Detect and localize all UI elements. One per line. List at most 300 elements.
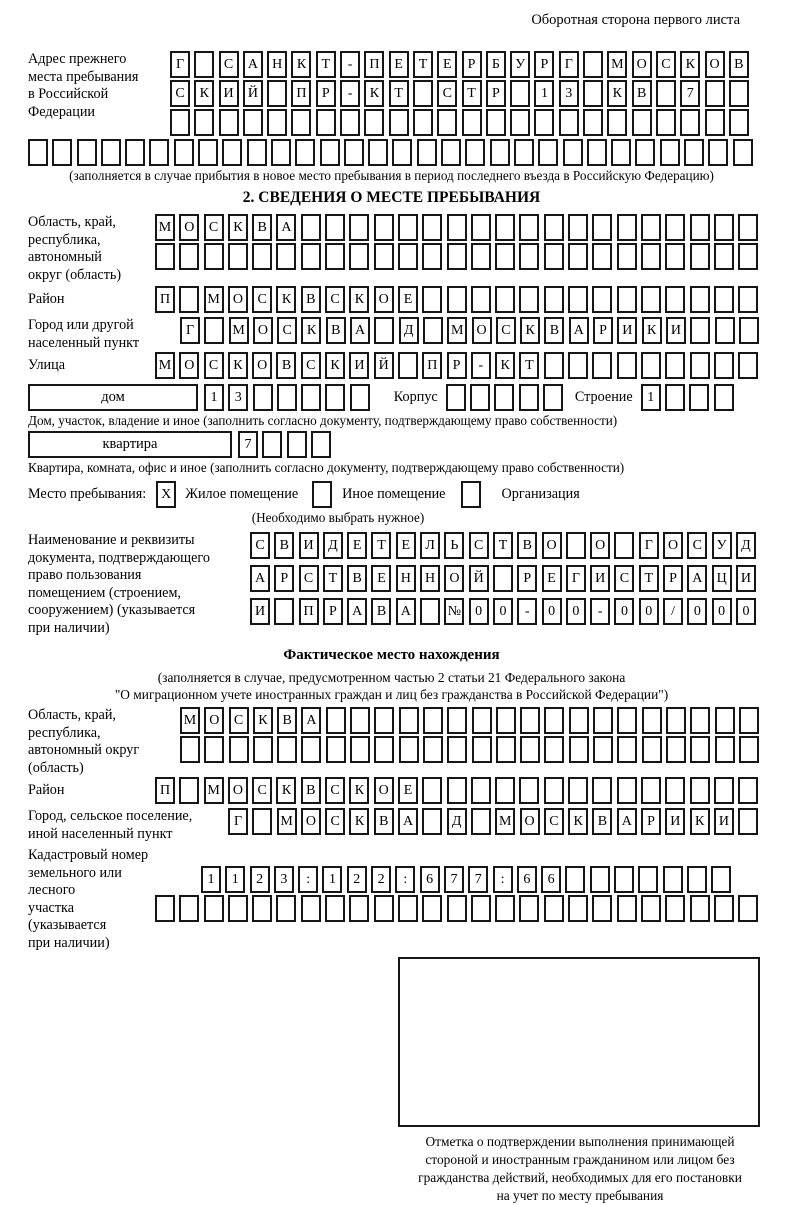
char-cell[interactable]: К — [520, 317, 540, 344]
char-cell[interactable]: П — [299, 598, 319, 625]
char-cell[interactable]: Т — [493, 532, 513, 559]
char-cell[interactable] — [340, 109, 360, 136]
char-cell[interactable] — [738, 286, 758, 313]
char-cell[interactable] — [496, 707, 516, 734]
char-cell[interactable] — [611, 139, 631, 166]
char-cell[interactable] — [316, 109, 336, 136]
char-cell[interactable] — [423, 736, 443, 763]
char-cell[interactable]: 1 — [201, 866, 221, 893]
char-cell[interactable]: М — [204, 286, 224, 313]
char-cell[interactable] — [559, 109, 579, 136]
char-cell[interactable]: И — [590, 565, 610, 592]
char-cell[interactable] — [738, 352, 758, 379]
char-cell[interactable]: О — [444, 565, 464, 592]
char-cell[interactable]: У — [510, 51, 530, 78]
char-cell[interactable]: 3 — [228, 384, 248, 411]
char-cell[interactable]: 7 — [238, 431, 258, 458]
char-cell[interactable]: Г — [566, 565, 586, 592]
char-cell[interactable] — [514, 139, 534, 166]
char-cell[interactable] — [253, 384, 273, 411]
char-cell[interactable]: Б — [486, 51, 506, 78]
char-cell[interactable]: С — [656, 51, 676, 78]
char-cell[interactable]: 1 — [204, 384, 224, 411]
char-cell[interactable]: : — [493, 866, 513, 893]
char-cell[interactable] — [228, 895, 248, 922]
char-cell[interactable]: К — [349, 808, 369, 835]
char-cell[interactable] — [204, 243, 224, 270]
char-cell[interactable]: А — [396, 598, 416, 625]
char-cell[interactable] — [364, 109, 384, 136]
char-cell[interactable]: И — [299, 532, 319, 559]
char-cell[interactable] — [614, 532, 634, 559]
char-cell[interactable]: Г — [559, 51, 579, 78]
char-cell[interactable] — [446, 384, 466, 411]
char-cell[interactable]: К — [301, 317, 321, 344]
char-cell[interactable] — [568, 243, 588, 270]
char-cell[interactable]: 0 — [542, 598, 562, 625]
char-cell[interactable] — [179, 777, 199, 804]
char-cell[interactable] — [715, 707, 735, 734]
inoe-checkbox[interactable] — [312, 481, 332, 508]
char-cell[interactable]: 2 — [250, 866, 270, 893]
char-cell[interactable] — [690, 352, 710, 379]
char-cell[interactable] — [495, 777, 515, 804]
char-cell[interactable] — [170, 109, 190, 136]
char-cell[interactable] — [204, 736, 224, 763]
char-cell[interactable] — [350, 736, 370, 763]
char-cell[interactable] — [593, 707, 613, 734]
char-cell[interactable]: В — [274, 532, 294, 559]
char-cell[interactable] — [243, 109, 263, 136]
char-cell[interactable] — [447, 736, 467, 763]
char-cell[interactable]: Р — [534, 51, 554, 78]
char-cell[interactable]: Т — [316, 51, 336, 78]
char-cell[interactable]: К — [276, 777, 296, 804]
char-cell[interactable]: О — [520, 808, 540, 835]
char-cell[interactable]: Т — [462, 80, 482, 107]
char-cell[interactable] — [495, 243, 515, 270]
char-cell[interactable] — [729, 109, 749, 136]
char-cell[interactable] — [447, 895, 467, 922]
char-cell[interactable] — [179, 895, 199, 922]
char-cell[interactable] — [714, 895, 734, 922]
char-cell[interactable] — [520, 707, 540, 734]
char-cell[interactable] — [632, 109, 652, 136]
char-cell[interactable]: Е — [398, 286, 418, 313]
char-cell[interactable]: И — [714, 808, 734, 835]
char-cell[interactable] — [544, 707, 564, 734]
char-cell[interactable] — [471, 286, 491, 313]
char-cell[interactable]: Д — [447, 808, 467, 835]
char-cell[interactable]: К — [568, 808, 588, 835]
char-cell[interactable] — [544, 895, 564, 922]
char-cell[interactable] — [617, 895, 637, 922]
char-cell[interactable] — [715, 736, 735, 763]
char-cell[interactable] — [295, 139, 315, 166]
char-cell[interactable]: - — [340, 51, 360, 78]
char-cell[interactable]: А — [687, 565, 707, 592]
char-cell[interactable] — [642, 736, 662, 763]
char-cell[interactable]: Т — [371, 532, 391, 559]
char-cell[interactable]: Е — [542, 565, 562, 592]
char-cell[interactable] — [447, 777, 467, 804]
char-cell[interactable]: О — [705, 51, 725, 78]
char-cell[interactable] — [592, 777, 612, 804]
char-cell[interactable]: А — [250, 565, 270, 592]
char-cell[interactable]: Р — [274, 565, 294, 592]
char-cell[interactable]: И — [736, 565, 756, 592]
char-cell[interactable]: Д — [736, 532, 756, 559]
char-cell[interactable]: К — [325, 352, 345, 379]
char-cell[interactable]: В — [276, 352, 296, 379]
char-cell[interactable] — [447, 243, 467, 270]
char-cell[interactable] — [423, 707, 443, 734]
char-cell[interactable] — [711, 866, 731, 893]
char-cell[interactable] — [470, 384, 490, 411]
char-cell[interactable] — [325, 243, 345, 270]
char-cell[interactable] — [665, 243, 685, 270]
char-cell[interactable]: Н — [420, 565, 440, 592]
char-cell[interactable] — [583, 109, 603, 136]
char-cell[interactable]: П — [155, 286, 175, 313]
char-cell[interactable] — [739, 317, 759, 344]
org-checkbox[interactable] — [461, 481, 481, 508]
char-cell[interactable]: Т — [639, 565, 659, 592]
char-cell[interactable]: - — [340, 80, 360, 107]
char-cell[interactable] — [592, 352, 612, 379]
char-cell[interactable] — [656, 80, 676, 107]
zhiloe-checkbox[interactable]: X — [156, 481, 176, 508]
char-cell[interactable]: - — [590, 598, 610, 625]
char-cell[interactable]: Е — [398, 777, 418, 804]
char-cell[interactable]: 6 — [541, 866, 561, 893]
char-cell[interactable]: В — [371, 598, 391, 625]
char-cell[interactable] — [690, 286, 710, 313]
char-cell[interactable] — [301, 895, 321, 922]
char-cell[interactable] — [125, 139, 145, 166]
char-cell[interactable]: С — [325, 777, 345, 804]
char-cell[interactable] — [447, 286, 467, 313]
char-cell[interactable]: 0 — [712, 598, 732, 625]
char-cell[interactable] — [194, 109, 214, 136]
char-cell[interactable] — [155, 243, 175, 270]
char-cell[interactable] — [543, 384, 563, 411]
char-cell[interactable] — [660, 139, 680, 166]
char-cell[interactable]: В — [252, 214, 272, 241]
char-cell[interactable] — [641, 243, 661, 270]
char-cell[interactable] — [714, 214, 734, 241]
char-cell[interactable]: М — [155, 214, 175, 241]
char-cell[interactable]: П — [291, 80, 311, 107]
char-cell[interactable] — [326, 736, 346, 763]
char-cell[interactable] — [569, 707, 589, 734]
char-cell[interactable]: У — [712, 532, 732, 559]
char-cell[interactable]: О — [228, 777, 248, 804]
char-cell[interactable] — [519, 243, 539, 270]
char-cell[interactable] — [714, 286, 734, 313]
char-cell[interactable] — [635, 139, 655, 166]
char-cell[interactable]: А — [276, 214, 296, 241]
char-cell[interactable] — [77, 139, 97, 166]
char-cell[interactable] — [684, 139, 704, 166]
char-cell[interactable] — [690, 214, 710, 241]
char-cell[interactable] — [350, 384, 370, 411]
char-cell[interactable]: В — [277, 707, 297, 734]
char-cell[interactable] — [738, 808, 758, 835]
char-cell[interactable] — [708, 139, 728, 166]
char-cell[interactable] — [538, 139, 558, 166]
char-cell[interactable]: О — [228, 286, 248, 313]
char-cell[interactable]: С — [204, 214, 224, 241]
char-cell[interactable] — [738, 895, 758, 922]
char-cell[interactable] — [496, 736, 516, 763]
char-cell[interactable] — [441, 139, 461, 166]
char-cell[interactable]: 1 — [322, 866, 342, 893]
char-cell[interactable]: Т — [323, 565, 343, 592]
char-cell[interactable] — [229, 736, 249, 763]
char-cell[interactable] — [472, 736, 492, 763]
char-cell[interactable] — [656, 109, 676, 136]
char-cell[interactable] — [374, 707, 394, 734]
char-cell[interactable] — [592, 286, 612, 313]
char-cell[interactable]: П — [364, 51, 384, 78]
char-cell[interactable]: О — [179, 352, 199, 379]
char-cell[interactable]: О — [374, 777, 394, 804]
char-cell[interactable] — [714, 777, 734, 804]
char-cell[interactable]: И — [250, 598, 270, 625]
char-cell[interactable]: 7 — [468, 866, 488, 893]
char-cell[interactable] — [641, 352, 661, 379]
char-cell[interactable] — [271, 139, 291, 166]
char-cell[interactable]: Г — [228, 808, 248, 835]
char-cell[interactable] — [568, 286, 588, 313]
char-cell[interactable]: К — [364, 80, 384, 107]
char-cell[interactable] — [417, 139, 437, 166]
char-cell[interactable] — [714, 243, 734, 270]
char-cell[interactable] — [519, 384, 539, 411]
char-cell[interactable]: С — [229, 707, 249, 734]
char-cell[interactable]: - — [471, 352, 491, 379]
char-cell[interactable] — [714, 384, 734, 411]
char-cell[interactable] — [641, 777, 661, 804]
char-cell[interactable]: И — [349, 352, 369, 379]
char-cell[interactable] — [291, 109, 311, 136]
char-cell[interactable] — [349, 895, 369, 922]
char-cell[interactable]: 1 — [641, 384, 661, 411]
char-cell[interactable] — [565, 866, 585, 893]
char-cell[interactable] — [374, 317, 394, 344]
char-cell[interactable] — [422, 286, 442, 313]
char-cell[interactable] — [690, 707, 710, 734]
char-cell[interactable]: О — [179, 214, 199, 241]
char-cell[interactable]: К — [690, 808, 710, 835]
char-cell[interactable]: / — [663, 598, 683, 625]
char-cell[interactable]: 2 — [347, 866, 367, 893]
char-cell[interactable]: Е — [389, 51, 409, 78]
char-cell[interactable] — [252, 808, 272, 835]
char-cell[interactable]: Г — [639, 532, 659, 559]
char-cell[interactable] — [447, 707, 467, 734]
char-cell[interactable]: С — [219, 51, 239, 78]
char-cell[interactable] — [520, 736, 540, 763]
char-cell[interactable] — [389, 109, 409, 136]
char-cell[interactable] — [399, 736, 419, 763]
char-cell[interactable]: К — [495, 352, 515, 379]
char-cell[interactable] — [733, 139, 753, 166]
char-cell[interactable] — [252, 243, 272, 270]
char-cell[interactable]: В — [326, 317, 346, 344]
char-cell[interactable] — [398, 243, 418, 270]
char-cell[interactable]: О — [253, 317, 273, 344]
char-cell[interactable] — [320, 139, 340, 166]
char-cell[interactable] — [179, 286, 199, 313]
char-cell[interactable]: Р — [316, 80, 336, 107]
char-cell[interactable] — [495, 286, 515, 313]
char-cell[interactable]: Е — [371, 565, 391, 592]
char-cell[interactable]: В — [517, 532, 537, 559]
char-cell[interactable] — [568, 895, 588, 922]
char-cell[interactable]: 0 — [736, 598, 756, 625]
char-cell[interactable] — [219, 109, 239, 136]
char-cell[interactable]: 0 — [493, 598, 513, 625]
char-cell[interactable] — [568, 214, 588, 241]
char-cell[interactable] — [495, 214, 515, 241]
char-cell[interactable] — [180, 736, 200, 763]
char-cell[interactable]: И — [665, 808, 685, 835]
char-cell[interactable] — [519, 286, 539, 313]
char-cell[interactable] — [705, 80, 725, 107]
char-cell[interactable] — [690, 895, 710, 922]
char-cell[interactable]: О — [301, 808, 321, 835]
char-cell[interactable] — [641, 214, 661, 241]
char-cell[interactable]: К — [194, 80, 214, 107]
char-cell[interactable] — [423, 317, 443, 344]
char-cell[interactable]: С — [325, 286, 345, 313]
char-cell[interactable] — [252, 895, 272, 922]
char-cell[interactable] — [465, 139, 485, 166]
char-cell[interactable] — [277, 736, 297, 763]
char-cell[interactable]: С — [170, 80, 190, 107]
char-cell[interactable]: Й — [469, 565, 489, 592]
char-cell[interactable] — [738, 243, 758, 270]
char-cell[interactable] — [617, 286, 637, 313]
char-cell[interactable]: И — [219, 80, 239, 107]
char-cell[interactable] — [510, 109, 530, 136]
char-cell[interactable]: О — [590, 532, 610, 559]
char-cell[interactable]: А — [617, 808, 637, 835]
char-cell[interactable]: С — [252, 777, 272, 804]
char-cell[interactable] — [563, 139, 583, 166]
char-cell[interactable] — [690, 243, 710, 270]
char-cell[interactable] — [422, 895, 442, 922]
char-cell[interactable]: Р — [593, 317, 613, 344]
char-cell[interactable]: - — [517, 598, 537, 625]
char-cell[interactable] — [374, 895, 394, 922]
char-cell[interactable]: П — [422, 352, 442, 379]
char-cell[interactable] — [179, 243, 199, 270]
char-cell[interactable]: 2 — [371, 866, 391, 893]
char-cell[interactable]: 1 — [534, 80, 554, 107]
char-cell[interactable] — [689, 384, 709, 411]
char-cell[interactable] — [301, 384, 321, 411]
char-cell[interactable]: О — [663, 532, 683, 559]
char-cell[interactable]: М — [180, 707, 200, 734]
char-cell[interactable] — [462, 109, 482, 136]
char-cell[interactable] — [349, 243, 369, 270]
char-cell[interactable]: И — [666, 317, 686, 344]
char-cell[interactable] — [739, 736, 759, 763]
char-cell[interactable] — [493, 565, 513, 592]
char-cell[interactable]: Т — [519, 352, 539, 379]
char-cell[interactable] — [149, 139, 169, 166]
char-cell[interactable]: В — [301, 286, 321, 313]
char-cell[interactable] — [495, 895, 515, 922]
char-cell[interactable] — [262, 431, 282, 458]
char-cell[interactable]: И — [617, 317, 637, 344]
char-cell[interactable] — [544, 214, 564, 241]
char-cell[interactable]: М — [204, 777, 224, 804]
char-cell[interactable]: Р — [323, 598, 343, 625]
char-cell[interactable] — [325, 214, 345, 241]
char-cell[interactable] — [326, 707, 346, 734]
char-cell[interactable] — [486, 109, 506, 136]
char-cell[interactable] — [398, 214, 418, 241]
char-cell[interactable]: 7 — [680, 80, 700, 107]
char-cell[interactable]: 1 — [225, 866, 245, 893]
char-cell[interactable] — [641, 286, 661, 313]
char-cell[interactable]: № — [444, 598, 464, 625]
char-cell[interactable]: 0 — [469, 598, 489, 625]
char-cell[interactable]: А — [350, 317, 370, 344]
char-cell[interactable] — [617, 707, 637, 734]
char-cell[interactable] — [274, 598, 294, 625]
char-cell[interactable]: Р — [517, 565, 537, 592]
char-cell[interactable] — [267, 80, 287, 107]
char-cell[interactable] — [738, 777, 758, 804]
char-cell[interactable]: М — [607, 51, 627, 78]
char-cell[interactable] — [729, 80, 749, 107]
char-cell[interactable] — [680, 109, 700, 136]
char-cell[interactable]: С — [301, 352, 321, 379]
char-cell[interactable] — [344, 139, 364, 166]
char-cell[interactable]: М — [277, 808, 297, 835]
char-cell[interactable] — [666, 707, 686, 734]
char-cell[interactable] — [471, 895, 491, 922]
char-cell[interactable] — [665, 895, 685, 922]
char-cell[interactable] — [198, 139, 218, 166]
char-cell[interactable]: 0 — [687, 598, 707, 625]
char-cell[interactable]: К — [349, 777, 369, 804]
char-cell[interactable] — [690, 777, 710, 804]
char-cell[interactable]: В — [347, 565, 367, 592]
char-cell[interactable] — [204, 317, 224, 344]
char-cell[interactable]: К — [228, 214, 248, 241]
char-cell[interactable]: К — [680, 51, 700, 78]
char-cell[interactable] — [413, 109, 433, 136]
char-cell[interactable] — [663, 866, 683, 893]
char-cell[interactable]: С — [437, 80, 457, 107]
char-cell[interactable]: Л — [420, 532, 440, 559]
char-cell[interactable] — [510, 80, 530, 107]
char-cell[interactable]: К — [642, 317, 662, 344]
char-cell[interactable] — [277, 384, 297, 411]
char-cell[interactable] — [399, 707, 419, 734]
char-cell[interactable]: Р — [462, 51, 482, 78]
char-cell[interactable] — [534, 109, 554, 136]
char-cell[interactable] — [544, 286, 564, 313]
char-cell[interactable] — [739, 707, 759, 734]
char-cell[interactable] — [447, 214, 467, 241]
